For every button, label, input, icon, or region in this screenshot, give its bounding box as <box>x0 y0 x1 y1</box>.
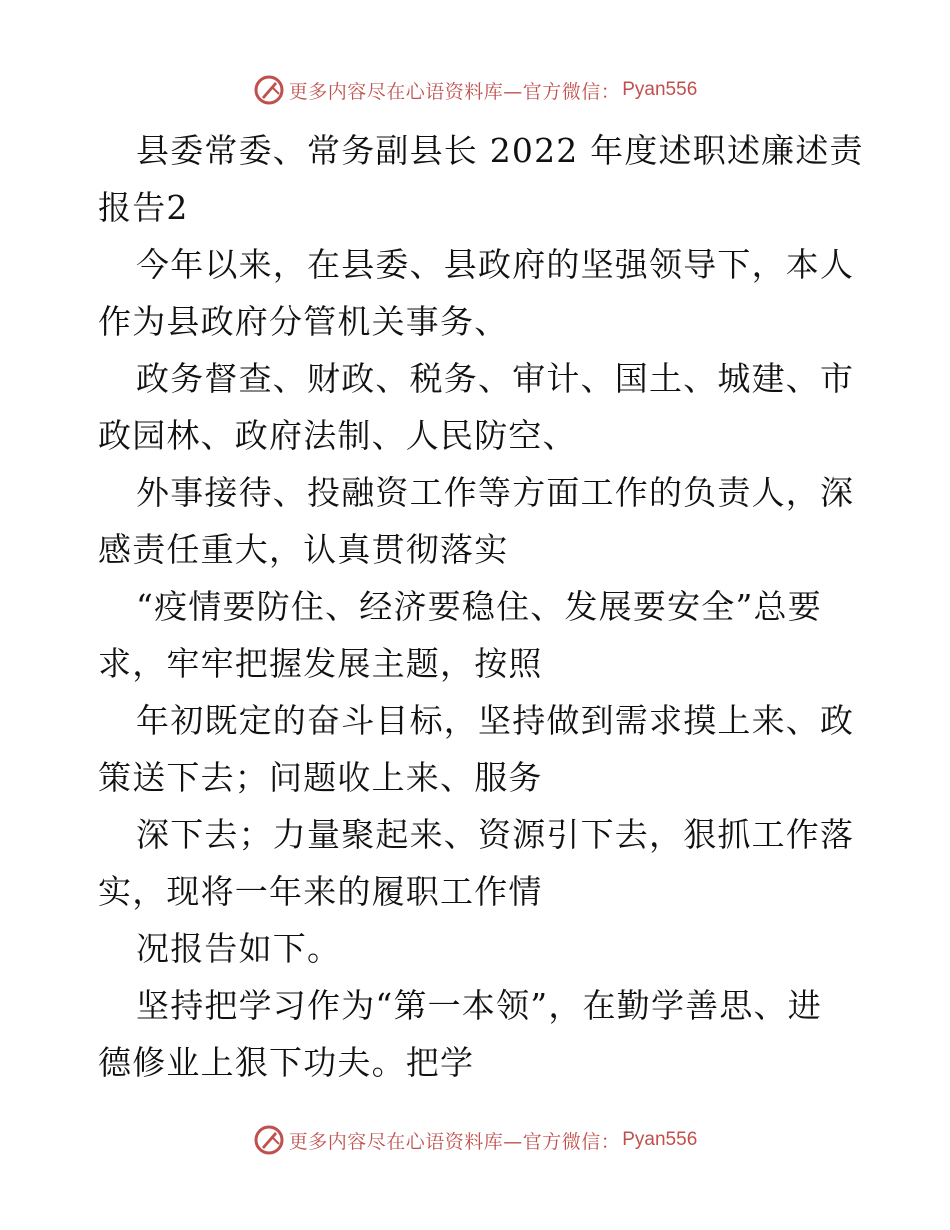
watermark-text: 更多内容尽在心语资料库—官方微信： <box>288 80 621 103</box>
document-body <box>98 122 864 1091</box>
document-line: 政务督查、财政、税务、审计、国土、城建、市 <box>136 359 855 398</box>
document-line: 况报告如下。 <box>136 929 342 968</box>
document-line: “疫情要防住、经济要稳住、发展要安全”总要 <box>136 587 822 626</box>
document-line: 感责任重大，认真贯彻落实 <box>98 530 509 569</box>
document-line: 年初既定的奋斗目标，坚持做到需求摸上来、政 <box>136 701 855 740</box>
document-line: 深下去；力量聚起来、资源引下去，狠抓工作落 <box>136 815 855 854</box>
document-line: 坚持把学习作为“第一本领”，在勤学善思、进 <box>136 986 822 1025</box>
document-line: 县委常委、常务副县长 2022 年度述职述廉述责 <box>136 131 864 170</box>
document-line: 策送下去；问题收上来、服务 <box>98 758 543 797</box>
quill-seal-icon <box>253 1124 285 1156</box>
quill-seal-icon <box>253 74 285 106</box>
watermark-text: 更多内容尽在心语资料库—官方微信： <box>288 1130 621 1153</box>
document-line: 外事接待、投融资工作等方面工作的负责人，深 <box>136 473 855 512</box>
document-line: 政园林、政府法制、人民防空、 <box>98 416 577 455</box>
document-line: 德修业上狠下功夫。把学 <box>98 1043 475 1082</box>
document-line: 求，牢牢把握发展主题，按照 <box>98 644 543 683</box>
watermark-wechat-id: Pyan556 <box>622 1129 698 1150</box>
document-line: 今年以来，在县委、县政府的坚强领导下，本人 <box>136 245 855 284</box>
document-line: 实，现将一年来的履职工作情 <box>98 872 543 911</box>
footer-watermark <box>0 1120 950 1160</box>
watermark-wechat-id: Pyan556 <box>622 79 698 100</box>
document-line: 报告2 <box>98 188 189 227</box>
document-line: 作为县政府分管机关事务、 <box>98 302 509 341</box>
header-watermark <box>0 70 950 110</box>
